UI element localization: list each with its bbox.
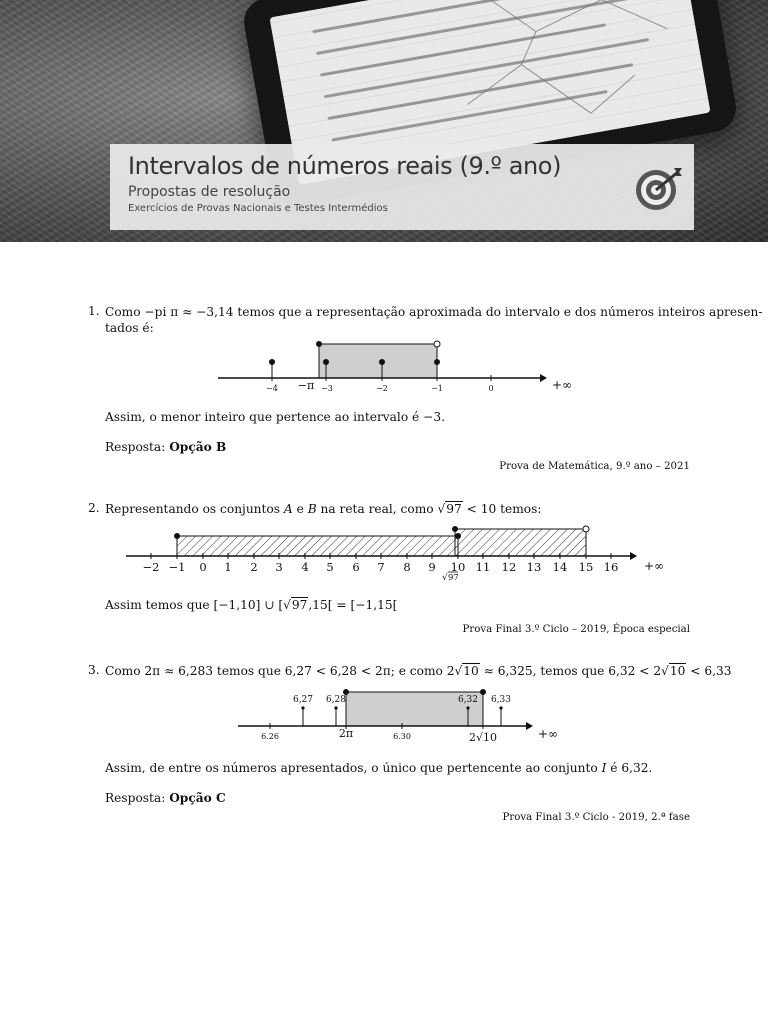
- q1-point-minus3: [323, 359, 329, 365]
- q2-b-right-endpoint: [583, 526, 589, 532]
- q3-infinity-label: +∞: [537, 727, 559, 741]
- q2-tick-label: 5: [326, 560, 334, 574]
- q2-tick-label: 14: [552, 560, 568, 574]
- q1-closed-endpoint: [316, 341, 322, 347]
- q2-tick-label: 7: [377, 560, 385, 574]
- q2-sqrt-symbol: √: [442, 573, 448, 582]
- q2-tick-label: 6: [352, 560, 360, 574]
- q2-tick-label: 13: [526, 560, 542, 574]
- q1-point-minus1: [434, 359, 440, 365]
- q2-tick-label: 16: [603, 560, 619, 574]
- q1-tick-label: −3: [321, 384, 333, 393]
- q1-tick-label: 0: [488, 384, 494, 393]
- answer-label: Resposta:: [105, 440, 166, 454]
- q2-tick-label: −1: [168, 560, 186, 574]
- q3-right-endpoint: [480, 689, 486, 695]
- q1-answer: [105, 439, 226, 456]
- page-subtitle-secondary: Exercícios de Provas Nacionais e Testes Intermédios: [128, 203, 388, 214]
- target-icon: [632, 164, 684, 212]
- q2-a-left-endpoint: [174, 533, 180, 539]
- page-subtitle: Propostas de resolução: [128, 184, 291, 200]
- q3-source: Prova Final 3.º Ciclo - 2019, 2.ª fase: [502, 812, 690, 823]
- answer-value: Opção B: [169, 440, 227, 454]
- title-box: [110, 144, 694, 230]
- answer-label: Resposta:: [105, 791, 166, 805]
- q3-answer: [105, 790, 226, 807]
- q1-tick-label: −1: [431, 384, 443, 393]
- q2-number-line: [118, 520, 678, 582]
- q1-point-minus4: [269, 359, 275, 365]
- q1-line-2: tados é:: [105, 321, 154, 335]
- q1-number-line: [200, 335, 590, 400]
- q3-bottom-label: 2√10: [468, 731, 498, 744]
- q3-number-line: [230, 686, 570, 748]
- q2-tick-label: −2: [142, 560, 160, 574]
- q2-a-right-endpoint: [455, 533, 461, 539]
- page-title: Intervalos de números reais (9.º ano): [128, 152, 562, 180]
- q1-open-endpoint: [434, 341, 440, 347]
- answer-value: Opção C: [169, 791, 226, 805]
- q2-set-b: [455, 529, 586, 556]
- q3-top-label: 6,33: [490, 695, 512, 705]
- q2-tick-label: 8: [403, 560, 411, 574]
- q2-infinity-label: +∞: [643, 559, 665, 573]
- q1-tick-label: −4: [266, 384, 278, 393]
- q3-line-1: Como 2π ≈ 6,283 temos que 6,27 < 6,28 < 2π; e como 2√10 ≈ 6,325, temos que 6,32 < 2√10 < 6,33: [105, 664, 732, 678]
- q3-conclusion: Assim, de entre os números apresentados, o único que pertencente ao conjunto I é 6,32.: [105, 761, 653, 775]
- header-banner: [0, 0, 768, 242]
- q1-tick-label: −2: [376, 384, 388, 393]
- q1-interval-rect: [319, 344, 437, 378]
- q2-tick-label: 11: [475, 560, 491, 574]
- q1-source: Prova de Matemática, 9.º ano – 2021: [499, 461, 690, 472]
- q2-b-left-endpoint: [452, 526, 458, 532]
- q3-top-label: 6,27: [292, 695, 314, 705]
- q2-source: Prova Final 3.º Ciclo – 2019, Época especial: [462, 624, 690, 635]
- question-number: 1.: [88, 304, 100, 318]
- q2-tick-label: 4: [301, 560, 309, 574]
- q1-tick-label: −π: [297, 379, 315, 392]
- q2-tick-label: 1: [224, 560, 232, 574]
- q2-tick-label: 3: [275, 560, 283, 574]
- question-number: 3.: [88, 663, 100, 677]
- q2-tick-label: 12: [501, 560, 517, 574]
- q2-set-a: [177, 536, 458, 556]
- q2-tick-label: 15: [578, 560, 594, 574]
- q2-conclusion: Assim temos que [−1,10] ∪ [√97,15[ = [−1,15[: [105, 598, 398, 612]
- q1-line-1: Como −pi π ≈ −3,14 temos que a representação aproximada do intervalo e dos números inteiros apresen-: [105, 305, 763, 319]
- q3-bottom-label: 2π: [338, 727, 354, 740]
- q1-point-minus2: [379, 359, 385, 365]
- q3-top-label: 6,32: [457, 695, 479, 705]
- q2-line-1: Representando os conjuntos A e B na reta real, como √97 < 10 temos:: [105, 502, 542, 516]
- q3-top-label: 6,28: [325, 695, 347, 705]
- q3-bottom-label: 6.26: [261, 732, 279, 741]
- q3-bottom-label: 6.30: [393, 732, 411, 741]
- q2-tick-label: 2: [250, 560, 258, 574]
- q2-tick-label: 9: [428, 560, 436, 574]
- q2-tick-label: 0: [199, 560, 207, 574]
- q1-conclusion: Assim, o menor inteiro que pertence ao intervalo é −3.: [105, 410, 445, 424]
- q2-tick-label: 10: [450, 560, 466, 574]
- question-number: 2.: [88, 501, 100, 515]
- q1-infinity-label: +∞: [551, 378, 573, 392]
- q2-sqrt-label: 97: [448, 573, 459, 582]
- q1-axis-arrow: [540, 374, 547, 382]
